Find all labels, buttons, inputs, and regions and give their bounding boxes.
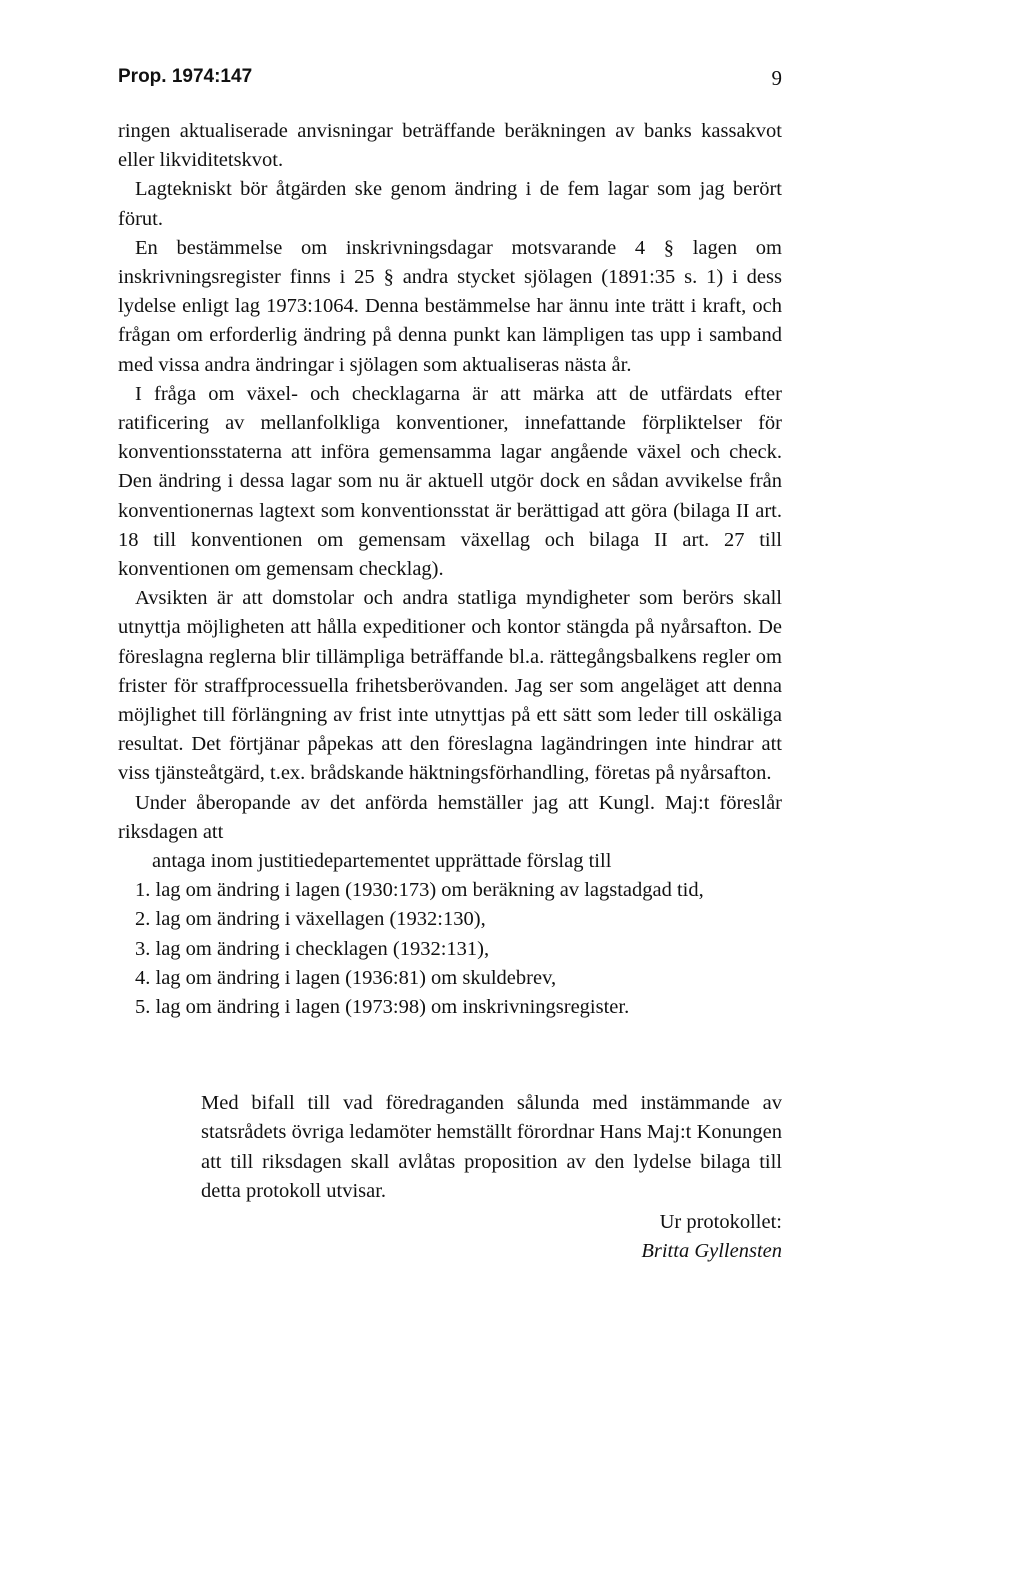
paragraph-bill-cheque-laws: I fråga om växel- och checklagarna är att märka att de utfärdats efter ratificering av mellanfolkliga konventioner, innefattande förpliktelser för konventionsstaterna att införa gemensamma lagar angående växel och check. Den ändring i dessa lagar som nu är aktuell utgör dock en sådan avvikelse från konventionernas lagtext som konventionsstat är berättigad att göra (bilaga II art. 18 till konventionen om gemensam växellag och bilaga II art. 27 till konventionen om gemensam checklag).	[118, 382, 782, 581]
signature-name: Britta Gyllensten	[641, 1240, 782, 1263]
body-text	[118, 117, 782, 1022]
closing-decision: Med bifall till vad föredraganden sålunda med instämmande av statsrådets övriga ledamöter hemställt förordnar Hans Maj:t Konungen att till riksdagen skall avlåtas proposition av den lydelse bilaga till detta protokoll utvisar.	[201, 1092, 782, 1203]
page-number: 9	[771, 66, 782, 90]
law-list	[118, 876, 782, 1022]
page-header	[118, 66, 782, 94]
law-list-item: 3. lag om ändring i checklagen (1932:131),	[135, 937, 490, 960]
law-list-item: 4. lag om ändring i lagen (1936:81) om skuldebrev,	[135, 966, 557, 989]
law-list-item: 1. lag om ändring i lagen (1930:173) om beräkning av lagstadgad tid,	[135, 879, 704, 902]
paragraph-registration-days: En bestämmelse om inskrivningsdagar motsvarande 4 § lagen om inskrivningsregister finns i 25 § andra stycket sjölagen (1891:35 s. 1) i dess lydelse enligt lag 1973:1064. Denna bestämmelse har ännu inte trätt i kraft, och frågan om erforderlig ändring på denna punkt kan lämpligen tas upp i samband med vissa andra ändringar i sjölagen som aktualiseras nästa år.	[118, 236, 782, 376]
request-intro: antaga inom justitiedepartementet upprättade förslag till	[152, 850, 612, 873]
law-list-item: 5. lag om ändring i lagen (1973:98) om inskrivningsregister.	[135, 996, 630, 1019]
paragraph-request: Under åberopande av det anförda hemställer jag att Kungl. Maj:t föreslår riksdagen att	[118, 791, 782, 843]
law-list-item: 2. lag om ändring i växellagen (1932:130),	[135, 908, 486, 931]
paragraph-legal-technique: Lagtekniskt bör åtgärden ske genom ändring i de fem lagar som jag berört förut.	[118, 178, 782, 230]
signature-block	[201, 1208, 782, 1267]
paragraph-continuation: ringen aktualiserade anvisningar beträffande beräkningen av banks kassakvot eller likviditetskvot.	[118, 120, 782, 172]
proposition-reference: Prop. 1974:147	[118, 66, 253, 87]
closing-section	[201, 1089, 782, 1266]
signature-label: Ur protokollet:	[659, 1210, 782, 1233]
paragraph-purpose: Avsikten är att domstolar och andra statliga myndigheter som berörs skall utnyttja möjligheten att hålla expeditioner och kontor stängda på nyårsafton. De föreslagna reglerna blir tillämpliga beträffande bl.a. rättegångsbalkens regler om frister för straffprocessuella frihetsberövanden. Jag ser som angeläget att denna möjlighet till förlängning av frist inte utnyttjas på ett sätt som leder till oskäliga resultat. Det förtjänar påpekas att den föreslagna lagändringen inte hindrar att viss tjänsteåtgärd, t.ex. brådskande häktningsförhandling, företas på nyårsafton.	[118, 587, 782, 785]
